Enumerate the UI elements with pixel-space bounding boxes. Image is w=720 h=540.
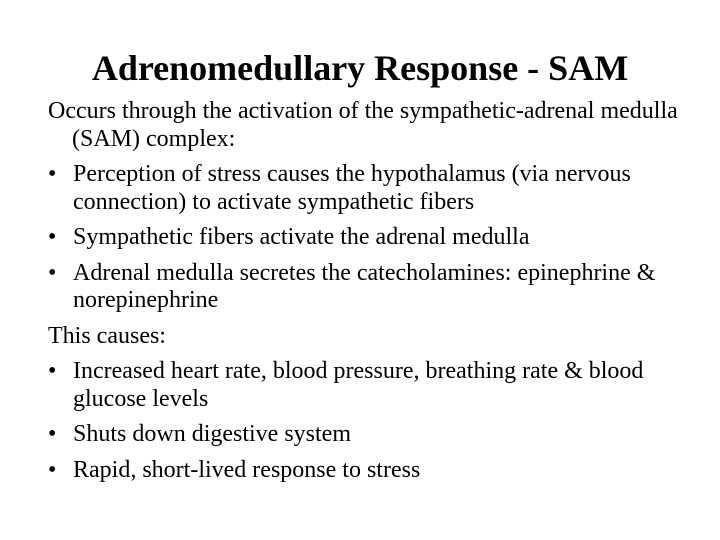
- bullet-dot-icon: •: [48, 259, 57, 286]
- bullet-dot-icon: •: [48, 421, 57, 447]
- bullet-text: Adrenal medulla secretes the catecholamines: epinephrine & norepinephrine: [73, 259, 656, 313]
- bullet-text: Sympathetic fibers activate the adrenal medulla: [73, 224, 530, 250]
- bullet-dot-icon: •: [48, 224, 57, 250]
- bullet-item: [48, 224, 688, 252]
- effects-heading: This causes:: [48, 322, 166, 349]
- bullet-dot-icon: •: [48, 358, 57, 384]
- slide-body: [48, 98, 688, 492]
- bullet-text: Perception of stress causes the hypothalamus (via nervous connection) to activate sympathetic fibers: [73, 161, 631, 215]
- bullet-item: [48, 421, 688, 449]
- bullet-item: [48, 358, 688, 413]
- slide-title: Adrenomedullary Response - SAM: [91, 48, 629, 88]
- bullet-text: Shuts down digestive system: [73, 421, 352, 447]
- bullet-text: Rapid, short-lived response to stress: [73, 456, 421, 483]
- bullet-item: [48, 161, 688, 216]
- bullet-dot-icon: •: [48, 456, 57, 483]
- bullet-dot-icon: •: [48, 161, 57, 187]
- bullet-text: Increased heart rate, blood pressure, breathing rate & blood glucose levels: [73, 358, 644, 412]
- bullet-item: [48, 457, 688, 485]
- bullet-item: [48, 260, 688, 315]
- intro-paragraph: Occurs through the activation of the sympathetic-adrenal medulla (SAM) complex:: [48, 98, 678, 152]
